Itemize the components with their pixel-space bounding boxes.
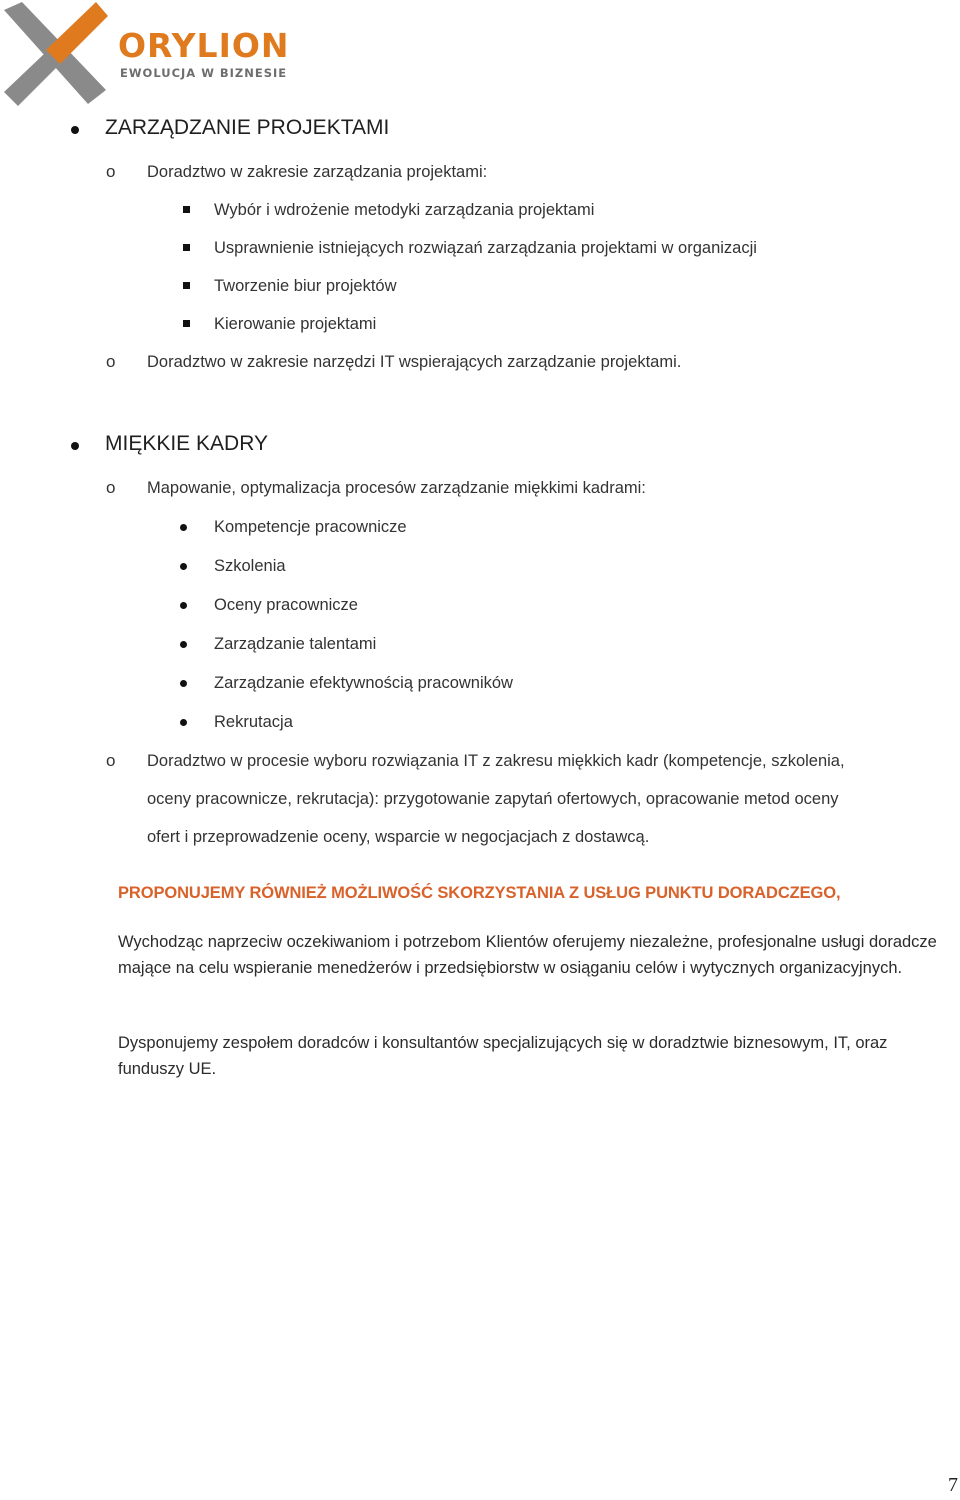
page-number: 7	[948, 1474, 958, 1496]
sub-list-item: Kierowanie projektami	[214, 315, 377, 333]
orylion-logo	[0, 0, 320, 110]
sub-list-item: Tworzenie biur projektów	[214, 277, 397, 295]
list-item: Mapowanie, optymalizacja procesów zarządzanie miękkimi kadrami:	[147, 479, 646, 497]
dot-bullet-icon	[180, 680, 187, 687]
logo-tagline: EWOLUCJA W BIZNESIE	[120, 66, 288, 80]
square-bullet-icon	[183, 320, 190, 327]
section-bullet-icon	[71, 126, 79, 134]
dot-bullet-icon	[180, 641, 187, 648]
offer-heading: PROPONUJEMY RÓWNIEŻ MOŻLIWOŚĆ SKORZYSTANIA Z USŁUG PUNKTU DORADCZEGO,	[118, 884, 841, 902]
list-item-line: Doradztwo w procesie wyboru rozwiązania IT z zakresu miękkich kadr (kompetencje, szkolenia,	[147, 752, 845, 770]
paragraph: Dysponujemy zespołem doradców i konsultantów specjalizujących się w doradztwie biznesowym, IT, oraz funduszy UE.	[118, 1034, 888, 1078]
logo-wordmark: ORYLION	[118, 26, 290, 65]
sub-list-item: Szkolenia	[214, 557, 286, 575]
section-heading-projects: ZARZĄDZANIE PROJEKTAMI	[105, 116, 390, 139]
sub-list-item: Kompetencje pracownicze	[214, 518, 407, 536]
paragraph: Wychodząc naprzeciw oczekiwaniom i potrzebom Klientów oferujemy niezależne, profesjonalne usługi doradcze mające na celu wspieranie menedżerów i przedsiębiorstw w osiąganiu celów i wytycznych organizacyjnych.	[118, 933, 937, 977]
sub-list-item: Zarządzanie talentami	[214, 635, 377, 653]
list-item: Doradztwo w zakresie narzędzi IT wspierających zarządzanie projektami.	[147, 353, 682, 371]
dot-bullet-icon	[180, 719, 187, 726]
dot-bullet-icon	[180, 563, 187, 570]
section-heading-soft-hr: MIĘKKIE KADRY	[105, 432, 268, 455]
square-bullet-icon	[183, 282, 190, 289]
logo-x-mark-icon	[0, 0, 112, 110]
dot-bullet-icon	[180, 524, 187, 531]
dot-bullet-icon	[180, 602, 187, 609]
sub-list-item: Zarządzanie efektywnością pracowników	[214, 674, 513, 692]
square-bullet-icon	[183, 244, 190, 251]
sub-list-item: Usprawnienie istniejących rozwiązań zarządzania projektami w organizacji	[214, 239, 757, 257]
sub-list-item: Rekrutacja	[214, 713, 293, 731]
circle-bullet-icon: o	[106, 352, 116, 371]
list-item-line: oceny pracownicze, rekrutacja): przygotowanie zapytań ofertowych, opracowanie metod oceny	[147, 790, 839, 808]
circle-bullet-icon: o	[106, 751, 116, 770]
section-bullet-icon	[71, 442, 79, 450]
sub-list-item: Wybór i wdrożenie metodyki zarządzania projektami	[214, 201, 595, 219]
circle-bullet-icon: o	[106, 478, 116, 497]
sub-list-item: Oceny pracownicze	[214, 596, 358, 614]
circle-bullet-icon: o	[106, 162, 116, 181]
list-item-line: ofert i przeprowadzenie oceny, wsparcie w negocjacjach z dostawcą.	[147, 828, 650, 846]
list-item: Doradztwo w zakresie zarządzania projektami:	[147, 163, 488, 181]
square-bullet-icon	[183, 206, 190, 213]
